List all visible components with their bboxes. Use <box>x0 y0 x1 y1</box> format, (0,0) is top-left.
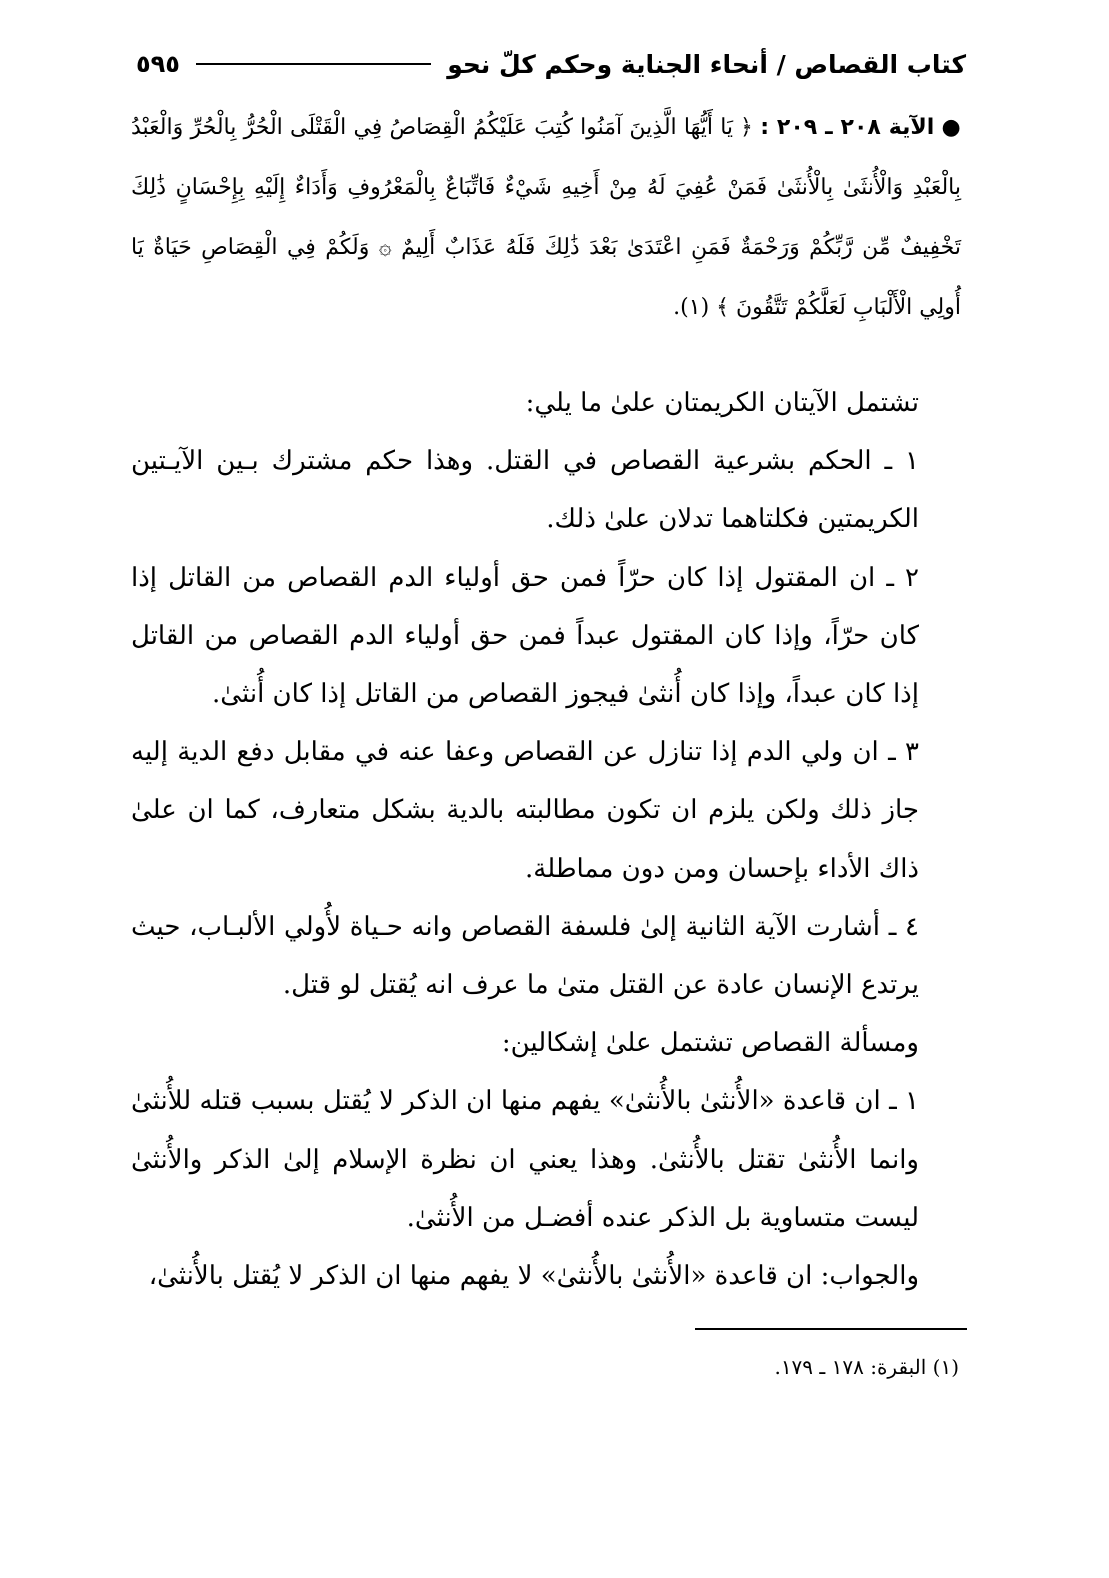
chapter-title: كتاب القصاص / أنحاء الجناية وحكم كلّ نحو <box>447 49 966 79</box>
verse-text: ﴿ يَا أَيُّهَا الَّذِينَ آمَنُوا كُتِبَ عَلَيْكُمُ الْقِصَاصُ فِي الْقَتْلَى الْحُرُّ بِالْحُرِّ وَالْعَبْدُ بِالْعَبْدِ وَالْأُنثَىٰ بِالْأُنثَىٰ فَمَنْ عُفِيَ لَهُ مِنْ أَخِيهِ شَيْءٌ فَاتِّبَاعٌ بِالْمَعْرُوفِ وَأَدَاءٌ إِلَيْهِ بِإِحْسَانٍ ذَٰلِكَ تَخْفِيفٌ مِّن رَّبِّكُمْ وَرَحْمَةٌ فَمَنِ اعْتَدَىٰ بَعْدَ ذَٰلِكَ فَلَهُ عَذَابٌ أَلِيمٌ ۞ وَلَكُمْ فِي الْقِصَاصِ حَيَاةٌ يَا أُولِي الْأَلْبَابِ لَعَلَّكُمْ تَتَّقُونَ ﴾ (١). <box>131 115 961 320</box>
paragraph-intro: تشتمل الآيتان الكريمتان علىٰ ما يلي: <box>525 388 919 418</box>
quran-verse-block <box>131 98 961 338</box>
paragraph-point-4: ٤ ـ أشارت الآية الثانية إلىٰ فلسفة القصاص وانه حـياة لأُولي الألبـاب، حيث يرتدع الإنسان عادة عن القتل متىٰ ما عرف انه يُقتل لو قتل. <box>131 911 919 1001</box>
paragraph-answer: والجواب: ان قاعدة «الأُنثىٰ بالأُنثىٰ» لا يفهم منها ان الذكر لا يُقتل بالأُنثىٰ، <box>148 1261 919 1292</box>
header-divider <box>196 63 431 65</box>
paragraph-issue-1: ١ ـ ان قاعدة «الأُنثىٰ بالأُنثىٰ» يفهم منها ان الذكر لا يُقتل بسبب قتله للأُنثىٰ وانما الأُنثىٰ تقتل بالأُنثىٰ. وهذا يعني ان نظرة الإسلام إلىٰ الذكر والأُنثىٰ ليست متساوية بل الذكر عنده أفضـل من الأُنثىٰ. <box>131 1086 920 1233</box>
footnote-divider <box>695 1328 967 1330</box>
footnote: (١) البقرة: ١٧٨ ـ ١٧٩. <box>774 1355 959 1379</box>
paragraph-point-2: ٢ ـ ان المقتول إذا كان حرّاً فمن حق أولياء الدم القصاص من القاتل إذا كان حرّاً، وإذا كان المقتول عبداً فمن حق أولياء الدم القصاص من القاتل إذا كان عبداً، وإذا كان أُنثىٰ فيجوز القصاص من القاتل إذا كان أُنثىٰ. <box>131 562 919 710</box>
paragraph-point-1: ١ ـ الحكم بشرعية القصاص في القتل. وهذا حكم مشترك بـين الآيـتين الكريمتين فكلتاهما تدلان علىٰ ذلك. <box>131 446 919 535</box>
body-text <box>131 374 961 1305</box>
paragraph-point-3: ٣ ـ ان ولي الدم إذا تنازل عن القصاص وعفا عنه في مقابل دفع الدية إليه جاز ذلك ولكن يلزم ان تكون مطالبته بالدية بشكل متعارف، كما ان علىٰ ذاك الأداء بإحسان ومن دون مماطلة. <box>131 737 919 884</box>
verse-reference: الآية ٢٠٨ ـ ٢٠٩ : <box>760 115 935 140</box>
page-number: ٥٩٥ <box>136 50 180 78</box>
bullet-icon: ● <box>941 115 961 140</box>
paragraph-issues-intro: ومسألة القصاص تشتمل علىٰ إشكالين: <box>501 1028 919 1059</box>
running-header <box>136 44 966 84</box>
